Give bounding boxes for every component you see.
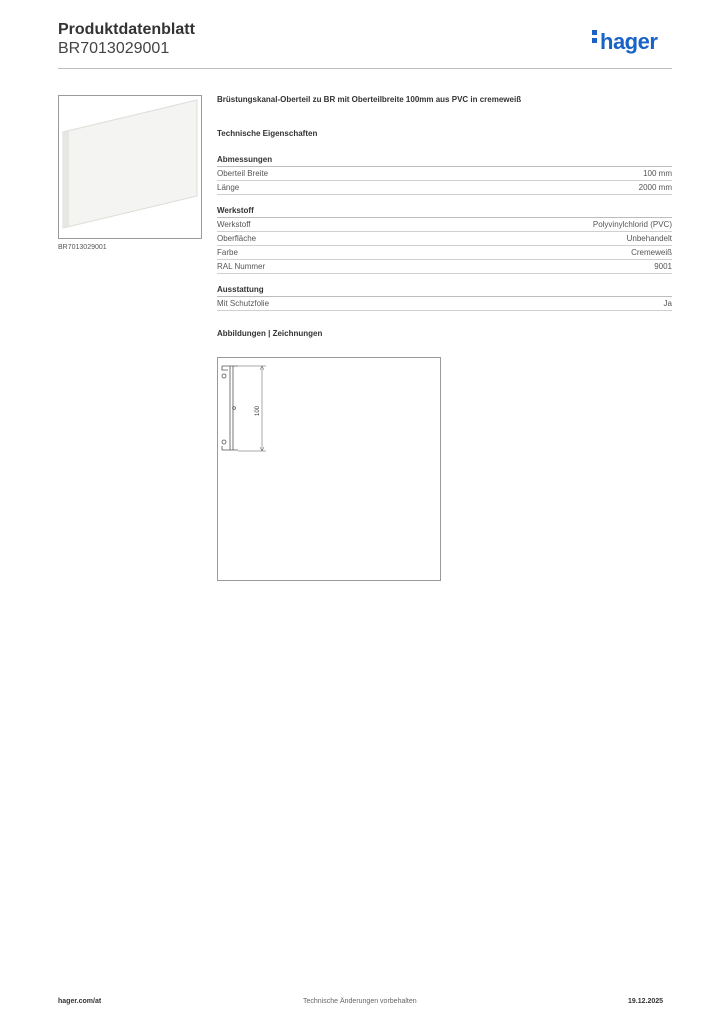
property-label: Länge [217, 183, 240, 192]
property-value: 100 mm [643, 169, 672, 178]
product-image [58, 95, 202, 239]
footer-notice: Technische Änderungen vorbehalten [303, 998, 417, 1005]
product-image-caption: BR7013029001 [58, 244, 107, 251]
product-description: Brüstungskanal-Oberteil zu BR mit Oberteilbreite 100mm aus PVC in cremeweiß [217, 95, 522, 104]
technical-drawing [217, 357, 441, 581]
profile-cross-section-drawing [218, 358, 440, 580]
property-row [217, 297, 672, 311]
property-row [217, 260, 672, 274]
group-title: Ausstattung [217, 283, 672, 297]
drawings-heading: Abbildungen | Zeichnungen [217, 329, 323, 338]
header-divider [58, 68, 672, 69]
technical-properties-heading: Technische Eigenschaften [217, 129, 318, 138]
property-label: Werkstoff [217, 220, 251, 229]
group-title: Abmessungen [217, 153, 672, 167]
property-label: Oberteil Breite [217, 169, 269, 178]
property-row [217, 232, 672, 246]
logo-text: hager [600, 29, 658, 54]
hager-logo [592, 29, 657, 55]
product-content [217, 95, 672, 343]
group-material [217, 204, 672, 274]
property-value: Cremeweiß [631, 248, 672, 257]
property-value: Unbehandelt [626, 234, 672, 243]
property-label: Mit Schutzfolie [217, 299, 270, 308]
group-title: Werkstoff [217, 204, 672, 218]
property-row [217, 167, 672, 181]
footer-website-link[interactable]: hager.com/at [58, 998, 102, 1005]
group-equipment [217, 283, 672, 311]
footer-date: 19.12.2025 [628, 998, 664, 1005]
property-label: Oberfläche [217, 234, 257, 243]
article-number: BR7013029001 [58, 40, 170, 57]
property-row [217, 218, 672, 232]
logo-dots-icon [592, 30, 597, 46]
group-dimensions [217, 153, 672, 195]
property-value: Polyvinylchlorid (PVC) [592, 220, 672, 229]
page-title: Produktdatenblatt [58, 21, 195, 38]
dimension-label: 100 [255, 405, 261, 417]
property-row [217, 246, 672, 260]
product-profile-illustration [59, 96, 201, 238]
property-value: Ja [663, 299, 672, 308]
property-label: RAL Nummer [217, 262, 266, 271]
property-row [217, 181, 672, 195]
property-value: 9001 [654, 262, 672, 271]
property-value: 2000 mm [638, 183, 672, 192]
property-label: Farbe [217, 248, 238, 257]
